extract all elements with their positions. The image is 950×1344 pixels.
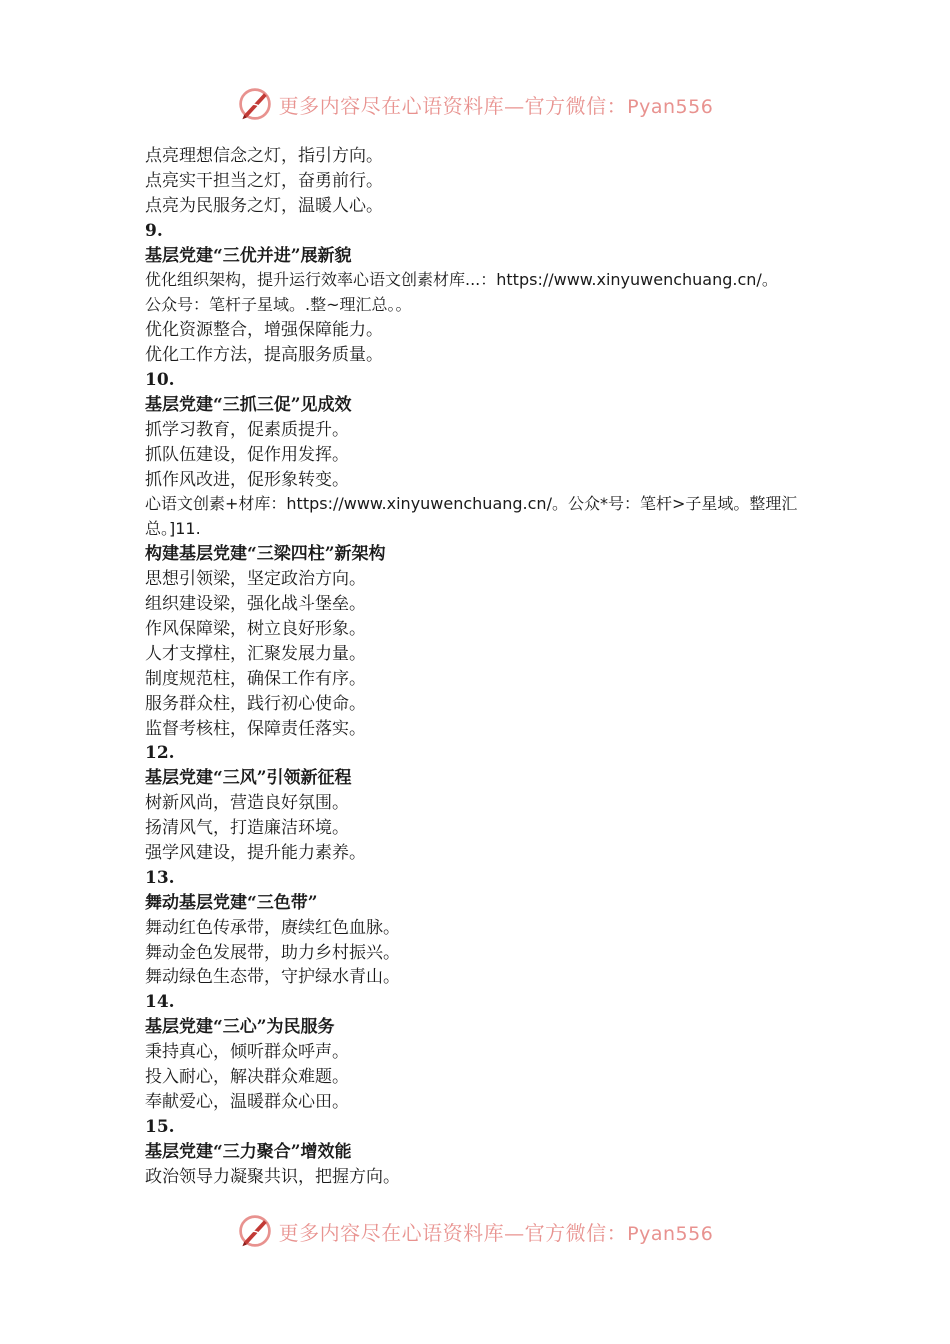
pen-logo-icon: [237, 1213, 273, 1249]
section-number: 10.: [145, 370, 175, 391]
text-line: 制度规范柱，确保工作有序。: [145, 668, 366, 689]
section-title: 基层党建“三风”引领新征程: [145, 768, 352, 789]
text-line: 抓学习教育，促素质提升。: [145, 419, 349, 440]
text-line: 树新风尚，营造良好氛围。: [145, 793, 349, 814]
text-line: 服务群众柱，践行初心使命。: [145, 693, 366, 714]
header-banner: [0, 84, 950, 124]
text-line: 点亮理想信念之灯，指引方向。: [145, 146, 383, 166]
text-line: 抓队伍建设，促作用发挥。: [145, 444, 349, 465]
section-number: 9.: [145, 220, 163, 241]
text-line: 秉持真心，倾听群众呼声。: [145, 1042, 349, 1063]
text-line: 思想引领梁，坚定政治方向。: [145, 569, 366, 590]
wechat-id: Pyan556: [627, 1222, 714, 1245]
ad-line: 优化组织架构，提升运行效率心语文创素材库...：https://www.xinyuwenchuang.cn/。: [145, 270, 778, 290]
section-title: 构建基层党建“三梁四柱”新架构: [145, 544, 386, 565]
text-line: 监督考核柱，保障责任落实。: [145, 718, 366, 739]
text-line: 舞动绿色生态带，守护绿水青山。: [145, 967, 400, 988]
pen-logo-icon: [237, 86, 273, 122]
section-number: 12.: [145, 743, 175, 764]
section-title: 基层党建“三力聚合”增效能: [145, 1141, 352, 1162]
text-line: 投入耐心，解决群众难题。: [145, 1066, 349, 1087]
text-line: 扬清风气，打造廉洁环境。: [145, 818, 349, 839]
text-line: 人才支撑柱，汇聚发展力量。: [145, 643, 366, 664]
text-line: 优化资源整合，增强保障能力。: [145, 320, 383, 341]
text-line: 点亮实干担当之灯，奋勇前行。: [145, 170, 383, 191]
banner-text: 更多内容尽在心语资料库—官方微信：Pyan556: [278, 1220, 714, 1245]
ad-paragraph: 心语文创素+材库：https://www.xinyuwenchuang.cn/。公众*号：笔杆>子星域。整理汇总。]11.: [145, 494, 798, 539]
text-line: 奉献爱心，温暖群众心田。: [145, 1091, 349, 1112]
ad-line: 公众号：笔杆子星域。.整~理汇总。。: [145, 295, 412, 315]
footer-banner: [0, 1211, 950, 1251]
section-number: 13.: [145, 867, 175, 888]
text-line: 抓作风改进，促形象转变。: [145, 469, 349, 490]
text-line: 强学风建设，提升能力素养。: [145, 842, 366, 863]
section-title: 基层党建“三抓三促”见成效: [145, 394, 352, 415]
section-number: 15.: [145, 1116, 175, 1137]
text-line: 组织建设梁，强化战斗堡垒。: [145, 594, 366, 615]
text-line: 作风保障梁，树立良好形象。: [145, 618, 366, 639]
document-body: [145, 144, 825, 1189]
text-line: 舞动红色传承带，赓续红色血脉。: [145, 917, 400, 938]
text-line: 政治领导力凝聚共识，把握方向。: [145, 1166, 400, 1187]
wechat-id: Pyan556: [627, 95, 714, 118]
banner-text: 更多内容尽在心语资料库—官方微信：Pyan556: [278, 93, 714, 118]
text-line: 优化工作方法，提高服务质量。: [145, 345, 383, 366]
section-title: 舞动基层党建“三色带”: [145, 892, 318, 913]
text-line: 点亮为民服务之灯，温暖人心。: [145, 195, 383, 216]
section-title: 基层党建“三心”为民服务: [145, 1017, 335, 1038]
text-line: 舞动金色发展带，助力乡村振兴。: [145, 942, 400, 963]
section-number: 14.: [145, 992, 175, 1013]
section-title: 基层党建“三优并进”展新貌: [145, 245, 352, 266]
